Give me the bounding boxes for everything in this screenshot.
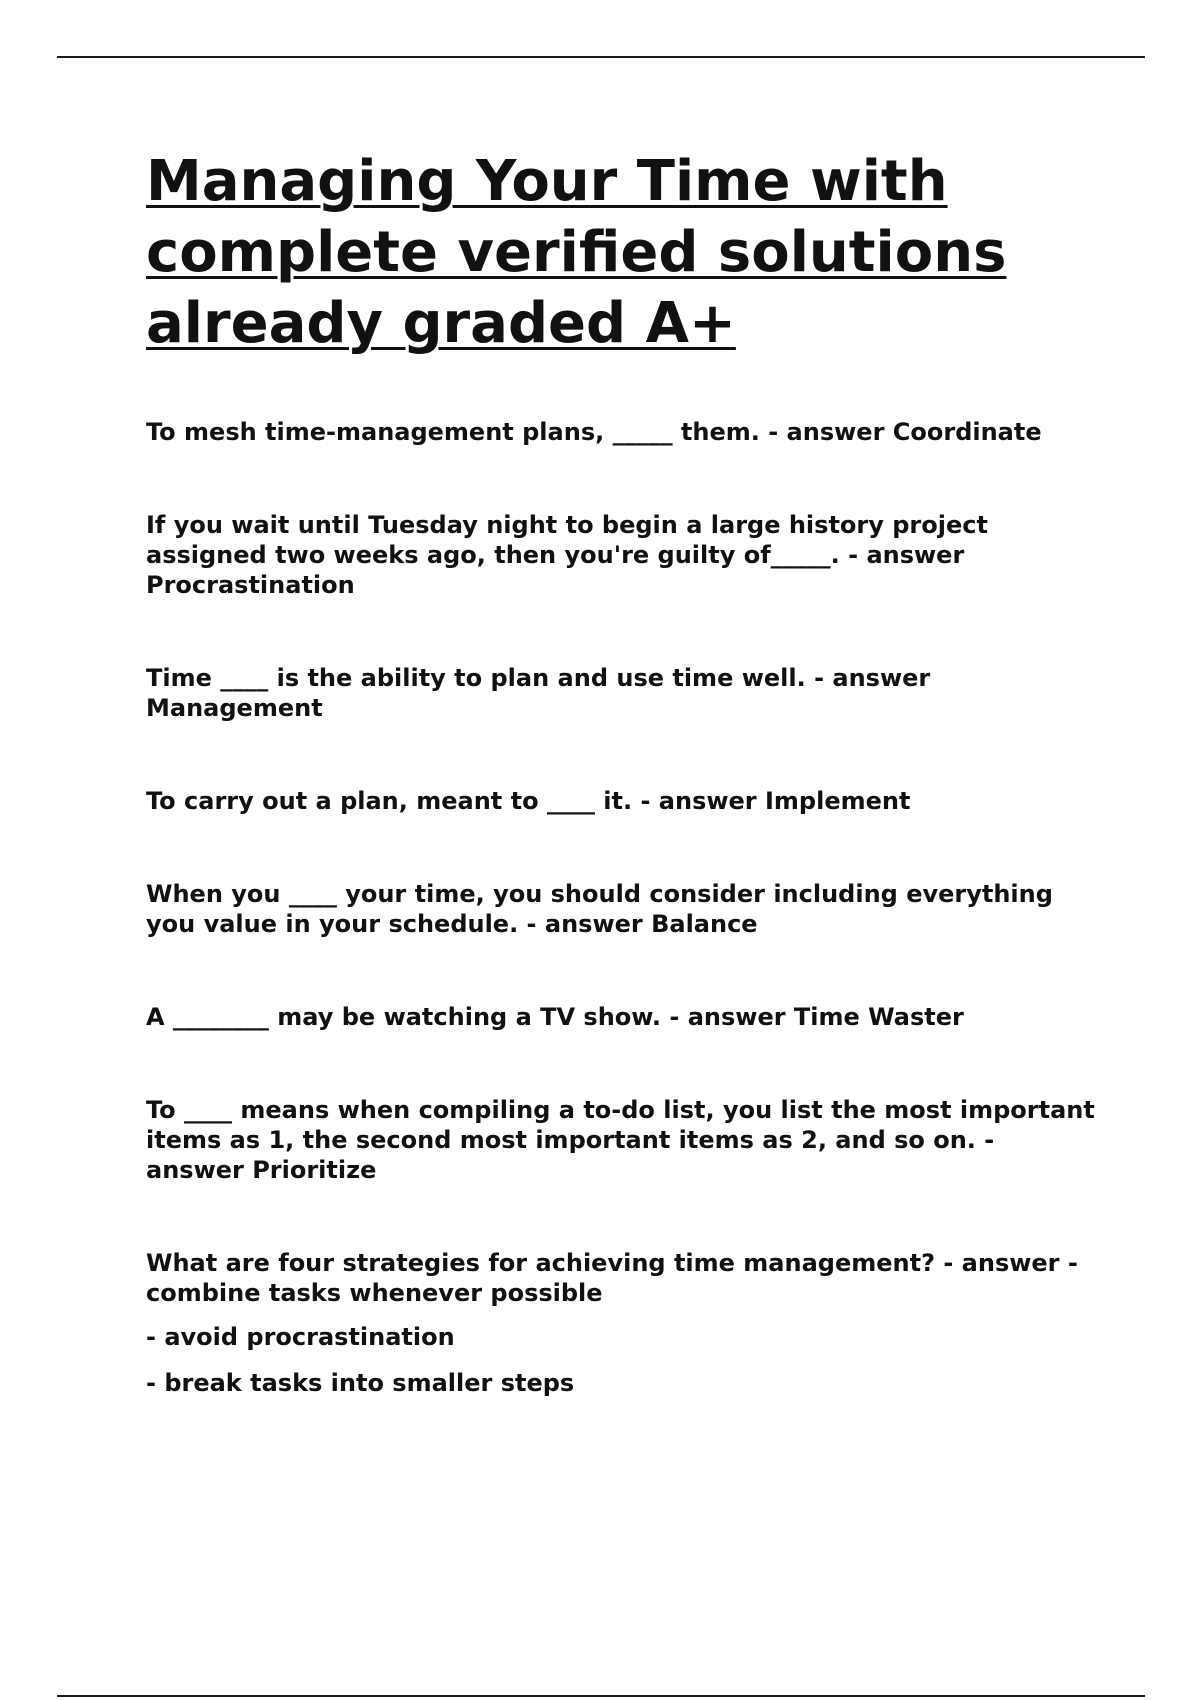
document-body [146,146,1104,1414]
title-line-3: already graded A+ [146,291,736,356]
qa-item: To mesh time-management plans, _____ them. - answer Coordinate [146,418,1042,446]
qa-item: If you wait until Tuesday night to begin a large history project assigned two weeks ago, then you're guilty of_____. - answer Procrastination [146,511,997,599]
strategy-item: - avoid procrastination [146,1323,455,1351]
question-answer-list [146,417,1104,1398]
strategy-item: - break tasks into smaller steps [146,1369,575,1397]
title-line-1: Managing Your Time with [146,149,948,214]
strategy-list [146,1322,1096,1398]
qa-item: To carry out a plan, meant to ____ it. - answer Implement [146,787,911,815]
qa-item: When you ____ your time, you should consider including everything you value in your schedule. - answer Balance [146,880,1062,938]
title-line-2: complete verified solutions [146,220,1007,285]
qa-item: What are four strategies for achieving time management? - answer - combine tasks whenever possible [146,1249,1087,1307]
document-title [146,146,1096,359]
top-divider [57,56,1145,58]
qa-item: Time ____ is the ability to plan and use time well. - answer Management [146,664,939,722]
qa-item: To ____ means when compiling a to-do list, you list the most important items as 1, the second most important items as 2, and so on. - answer Prioritize [146,1096,1104,1184]
qa-item: A ________ may be watching a TV show. - answer Time Waster [146,1003,964,1031]
bottom-divider [57,1695,1145,1697]
